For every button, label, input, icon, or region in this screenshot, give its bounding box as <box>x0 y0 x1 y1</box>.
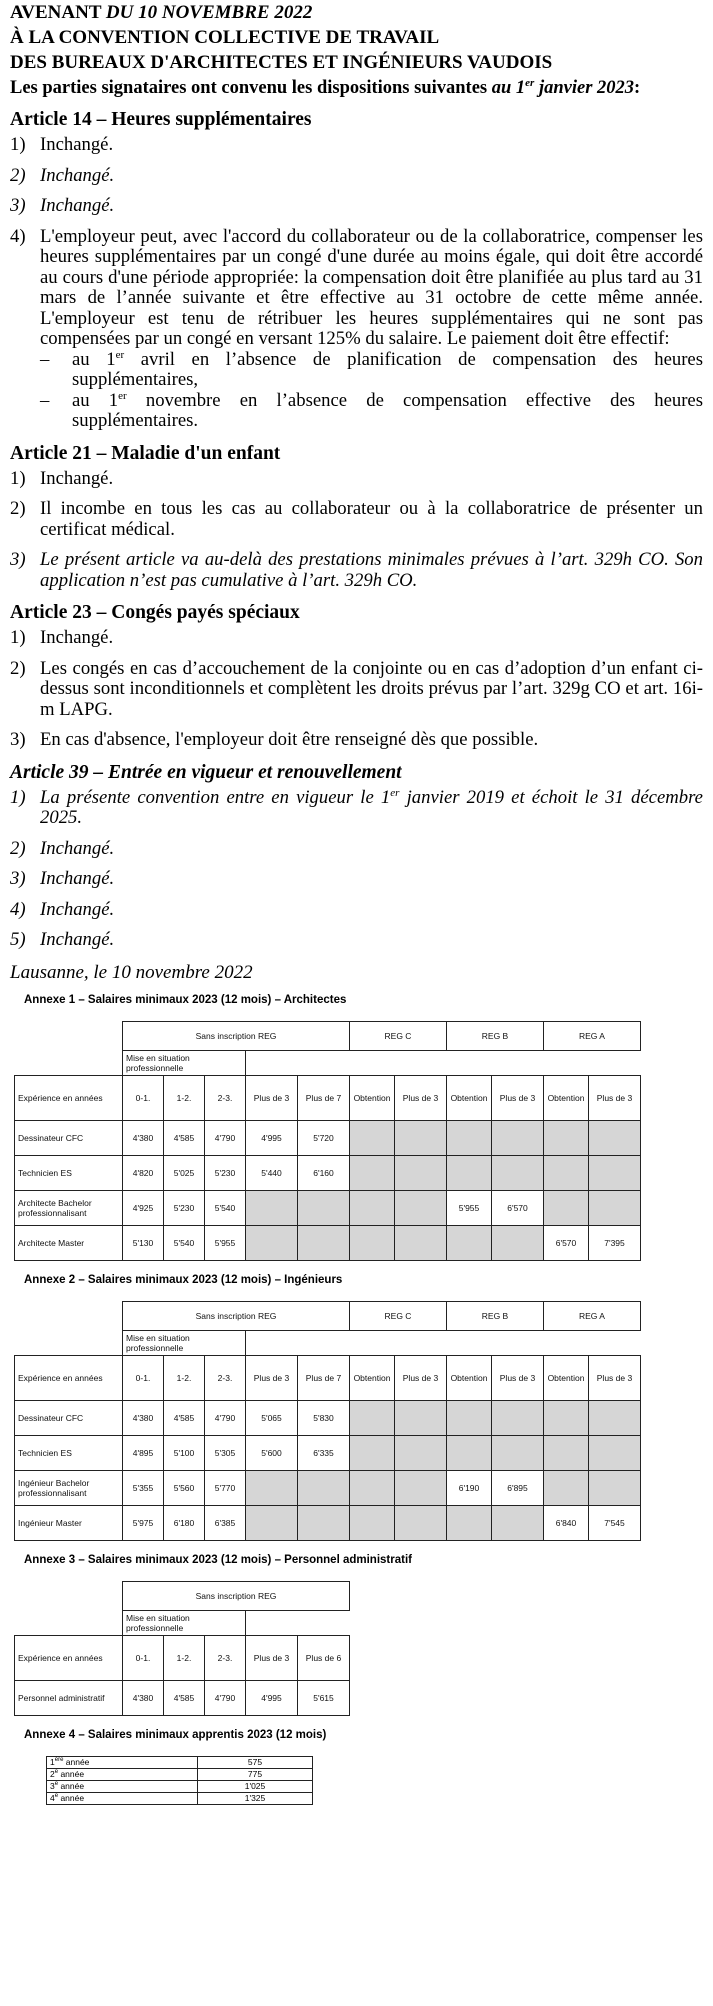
cell: 4'790 <box>205 1120 246 1155</box>
cell <box>298 1505 350 1540</box>
label-sup: e <box>54 1781 59 1788</box>
dash-text-b: avril en l’absence de planification de compensation des heures supplémentaires, <box>72 348 704 390</box>
cell <box>350 1470 395 1505</box>
header-col: Plus de 3 <box>492 1075 544 1120</box>
item-text: L'employeur peut, avec l'accord du collaborateur ou de la collaboratrice, compenser les heures supplémentaires par un congé d'une durée au moins égale, qui doit être accordé au cours d'une période appropriée: la compensation doit être planifiée au plus tard au 31 mars de l’année suivante et être effective au 31 octobre de cette même année. L'employeur est tenu de rétribuer les heures supplémentaires qui ne sont pas compensées par un congé en versant 125% du salaire. Le paiement doit être effectif: <box>40 225 703 349</box>
cell <box>350 1190 395 1225</box>
header-reg-c: REG C <box>350 1021 447 1050</box>
intro-text: Les parties signataires ont convenu les dispositions suivantes <box>10 78 492 98</box>
cell: 5'975 <box>123 1505 164 1540</box>
label-sup: e <box>54 1769 59 1776</box>
cell <box>395 1435 447 1470</box>
label-sup: e <box>54 1793 59 1800</box>
header-reg-a: REG A <box>544 1301 641 1330</box>
row-label <box>47 1756 198 1768</box>
annex-3-title: Annexe 3 – Salaires minimaux 2023 (12 mois) – Personnel administratif <box>24 1553 412 1566</box>
intro-sup: er <box>525 76 535 89</box>
table-header-row <box>15 1021 641 1050</box>
table-header-row <box>15 1635 350 1680</box>
cell: 4'380 <box>123 1400 164 1435</box>
header-col: Obtention <box>350 1075 395 1120</box>
header-col: 1-2. <box>164 1355 205 1400</box>
cell: 6'180 <box>164 1505 205 1540</box>
cell: 1'325 <box>198 1792 313 1804</box>
label-sup: ère <box>54 1757 64 1764</box>
cell <box>589 1120 641 1155</box>
cell <box>298 1225 350 1260</box>
item-number: 1) <box>10 627 26 648</box>
article-39-item-5 <box>10 930 703 951</box>
cell: 5'540 <box>164 1225 205 1260</box>
annex-2-title: Annexe 2 – Salaires minimaux 2023 (12 mois) – Ingénieurs <box>24 1273 343 1286</box>
cell <box>589 1435 641 1470</box>
cell <box>589 1470 641 1505</box>
item-text: Inchangé. <box>40 195 115 216</box>
dash-text <box>72 391 703 432</box>
title-line-2: À LA CONVENTION COLLECTIVE DE TRAVAIL <box>10 27 440 48</box>
item-text-a: La présente convention entre en vigueur le 1 <box>40 786 391 808</box>
article-23-item-1 <box>10 628 703 649</box>
cell <box>350 1400 395 1435</box>
empty-cell <box>15 1301 123 1330</box>
title-line-3: DES BUREAUX D'ARCHITECTES ET INGÉNIEURS VAUDOIS <box>10 52 553 73</box>
cell <box>395 1505 447 1540</box>
header-col: Plus de 7 <box>298 1075 350 1120</box>
cell <box>395 1400 447 1435</box>
header-col: 1-2. <box>164 1635 205 1680</box>
header-mise-en-situation: Mise en situation professionnelle <box>123 1050 246 1075</box>
item-number: 5) <box>10 929 26 950</box>
annex-1-table <box>14 1021 641 1261</box>
article-39-item-1 <box>10 788 703 829</box>
cell <box>447 1225 492 1260</box>
cell <box>544 1470 589 1505</box>
empty-cell <box>15 1050 123 1075</box>
item-text: Inchangé. <box>40 164 115 186</box>
item-text: Inchangé. <box>40 627 114 648</box>
empty-cell <box>15 1021 123 1050</box>
annex-3-table <box>14 1581 350 1716</box>
item-number: 4) <box>10 225 26 247</box>
cell: 6'570 <box>544 1225 589 1260</box>
row-label: Ingénieur Master <box>15 1505 123 1540</box>
item-number: 1) <box>10 134 26 155</box>
article-14-title: Article 14 – Heures supplémentaires <box>10 109 312 130</box>
table-row <box>47 1756 313 1768</box>
header-experience: Expérience en années <box>15 1635 123 1680</box>
table-row <box>47 1780 313 1792</box>
row-label: Dessinateur CFC <box>15 1120 123 1155</box>
cell: 4'995 <box>246 1680 298 1715</box>
cell <box>246 1225 298 1260</box>
item-number: 2) <box>10 837 26 859</box>
cell: 5'770 <box>205 1470 246 1505</box>
annex-1-title: Annexe 1 – Salaires minimaux 2023 (12 mois) – Architectes <box>24 993 347 1006</box>
row-label <box>47 1768 198 1780</box>
row-label: Technicien ES <box>15 1435 123 1470</box>
table-row <box>47 1792 313 1804</box>
header-col: 2-3. <box>205 1635 246 1680</box>
empty-cell <box>246 1330 641 1355</box>
article-39-title: Article 39 – Entrée en vigueur et renouvellement <box>10 761 402 783</box>
article-39-item-3 <box>10 869 703 890</box>
label-num: 1 <box>50 1757 55 1767</box>
cell: 5'615 <box>298 1680 350 1715</box>
header-reg-c: REG C <box>350 1301 447 1330</box>
item-text: Inchangé. <box>40 837 115 859</box>
cell: 4'895 <box>123 1435 164 1470</box>
header-col: 0-1. <box>123 1355 164 1400</box>
empty-cell <box>246 1610 350 1635</box>
cell <box>350 1225 395 1260</box>
cell <box>350 1120 395 1155</box>
cell: 5'305 <box>205 1435 246 1470</box>
header-col: 2-3. <box>205 1355 246 1400</box>
dash-text-b: novembre en l’absence de compensation effective des heures supplémentaires. <box>72 389 703 431</box>
item-number: 1) <box>10 786 26 808</box>
cell: 7'395 <box>589 1225 641 1260</box>
table-row <box>15 1120 641 1155</box>
article-23-item-2 <box>10 659 703 721</box>
empty-cell <box>15 1330 123 1355</box>
empty-cell <box>15 1581 123 1610</box>
cell <box>589 1400 641 1435</box>
label-text: année <box>63 1757 90 1767</box>
header-mise-en-situation: Mise en situation professionnelle <box>123 1610 246 1635</box>
item-number: 3) <box>10 729 26 750</box>
title-line-1 <box>10 0 703 25</box>
article-21-title: Article 21 – Maladie d'un enfant <box>10 442 281 464</box>
article-14-item-1 <box>10 135 703 156</box>
cell: 5'600 <box>246 1435 298 1470</box>
item-text: Le présent article va au-delà des prestations minimales prévues à l’art. 329h CO. Son application n’est pas cumulative à l’art. 329h CO. <box>40 549 703 591</box>
cell <box>395 1225 447 1260</box>
header-col: Plus de 3 <box>246 1355 298 1400</box>
header-col: 1-2. <box>164 1075 205 1120</box>
header-col: Plus de 3 <box>395 1355 447 1400</box>
cell <box>447 1155 492 1190</box>
cell <box>544 1155 589 1190</box>
item-text-b: janvier 2019 et échoit le 31 décembre 2025. <box>40 786 703 828</box>
table-header-row <box>15 1610 350 1635</box>
cell: 6'385 <box>205 1505 246 1540</box>
header-reg-a: REG A <box>544 1021 641 1050</box>
header-experience: Expérience en années <box>15 1075 123 1120</box>
cell <box>589 1155 641 1190</box>
header-reg-b: REG B <box>447 1021 544 1050</box>
cell: 7'545 <box>589 1505 641 1540</box>
cell: 4'380 <box>123 1680 164 1715</box>
item-number: 2) <box>10 498 26 519</box>
header-col: Plus de 3 <box>589 1075 641 1120</box>
header-col: Plus de 7 <box>298 1355 350 1400</box>
cell <box>492 1120 544 1155</box>
cell: 4'585 <box>164 1400 205 1435</box>
cell: 575 <box>198 1756 313 1768</box>
cell: 1'025 <box>198 1780 313 1792</box>
cell <box>395 1120 447 1155</box>
cell: 5'130 <box>123 1225 164 1260</box>
signature-line: Lausanne, le 10 novembre 2022 <box>10 961 253 983</box>
row-label: Architecte Master <box>15 1225 123 1260</box>
item-number: 4) <box>10 898 26 920</box>
cell: 4'995 <box>246 1120 298 1155</box>
article-23-item-3 <box>10 730 703 751</box>
table-row <box>15 1470 641 1505</box>
item-sup: er <box>390 786 400 799</box>
intro-date-end: janvier 2023 <box>534 78 635 98</box>
header-col: Obtention <box>544 1355 589 1400</box>
item-text: En cas d'absence, l'employeur doit être renseigné dès que possible. <box>40 729 539 750</box>
header-col: Plus de 3 <box>246 1635 298 1680</box>
cell: 6'570 <box>492 1190 544 1225</box>
cell <box>395 1470 447 1505</box>
header-sans-reg: Sans inscription REG <box>123 1581 350 1610</box>
item-number: 2) <box>10 657 26 679</box>
table-header-row <box>15 1075 641 1120</box>
cell: 6'160 <box>298 1155 350 1190</box>
dash-sup: er <box>115 348 125 361</box>
item-text: Inchangé. <box>40 868 115 889</box>
table-header-row <box>15 1330 641 1355</box>
item-text: Les congés en cas d’accouchement de la conjointe ou en cas d’adoption d’un enfant ci-dessus sont inconditionnels et complètent les droits prévus par l’art. 329g CO et art. 16i-m LAPG. <box>40 657 703 720</box>
cell: 4'585 <box>164 1120 205 1155</box>
annex-4-title: Annexe 4 – Salaires minimaux apprentis 2023 (12 mois) <box>24 1728 327 1741</box>
table-header-row <box>15 1301 641 1330</box>
cell <box>246 1470 298 1505</box>
header-col: Obtention <box>447 1355 492 1400</box>
intro-paragraph <box>10 77 703 100</box>
label-num: 2 <box>50 1769 55 1779</box>
table-row <box>15 1190 641 1225</box>
cell: 5'955 <box>447 1190 492 1225</box>
cell <box>492 1435 544 1470</box>
article-14-item-4 <box>10 227 703 432</box>
cell: 5'100 <box>164 1435 205 1470</box>
annex-4-table <box>46 1756 313 1805</box>
label-num: 4 <box>50 1793 55 1803</box>
dash-item-2 <box>40 391 703 432</box>
cell <box>447 1505 492 1540</box>
row-label: Personnel administratif <box>15 1680 123 1715</box>
article-14-item-2 <box>10 166 703 187</box>
title-date: DU 10 NOVEMBRE 2022 <box>105 2 313 23</box>
row-label <box>47 1792 198 1804</box>
row-label <box>47 1780 198 1792</box>
article-21-item-3 <box>10 550 703 591</box>
item-text: Inchangé. <box>40 134 114 155</box>
annex-2-table <box>14 1301 641 1541</box>
article-23-title: Article 23 – Congés payés spéciaux <box>10 602 300 623</box>
header-col: Plus de 3 <box>492 1355 544 1400</box>
cell <box>447 1120 492 1155</box>
header-sans-reg: Sans inscription REG <box>123 1301 350 1330</box>
cell <box>395 1190 447 1225</box>
header-reg-b: REG B <box>447 1301 544 1330</box>
item-text: Inchangé. <box>40 929 115 950</box>
cell: 4'925 <box>123 1190 164 1225</box>
dash-sup: er <box>118 389 127 402</box>
cell <box>492 1155 544 1190</box>
header-col: 0-1. <box>123 1075 164 1120</box>
item-text <box>40 788 703 829</box>
cell <box>395 1155 447 1190</box>
table-header-row <box>15 1581 350 1610</box>
cell: 5'440 <box>246 1155 298 1190</box>
header-mise-en-situation: Mise en situation professionnelle <box>123 1330 246 1355</box>
row-label: Architecte Bachelor professionnalisant <box>15 1190 123 1225</box>
dash-text-a: au 1 <box>72 389 119 411</box>
header-col: 2-3. <box>205 1075 246 1120</box>
table-row <box>15 1680 350 1715</box>
title-part: AVENANT <box>10 2 106 23</box>
cell: 5'025 <box>164 1155 205 1190</box>
dash-item-1 <box>40 350 703 391</box>
label-num: 3 <box>50 1781 55 1791</box>
cell <box>447 1435 492 1470</box>
cell <box>350 1155 395 1190</box>
cell <box>544 1120 589 1155</box>
header-col: Obtention <box>350 1355 395 1400</box>
label-text: année <box>58 1781 85 1791</box>
cell: 6'840 <box>544 1505 589 1540</box>
header-sans-reg: Sans inscription REG <box>123 1021 350 1050</box>
item-body <box>40 227 703 432</box>
item-text: Inchangé. <box>40 467 114 489</box>
table-row <box>47 1768 313 1780</box>
document-page <box>10 0 703 1805</box>
header-col: Obtention <box>447 1075 492 1120</box>
header-col: Plus de 3 <box>246 1075 298 1120</box>
table-row <box>15 1225 641 1260</box>
table-header-row <box>15 1355 641 1400</box>
dash-text-a: au 1 <box>72 348 116 370</box>
cell <box>492 1225 544 1260</box>
cell <box>492 1505 544 1540</box>
cell <box>492 1400 544 1435</box>
cell: 5'355 <box>123 1470 164 1505</box>
cell <box>246 1190 298 1225</box>
cell: 4'380 <box>123 1120 164 1155</box>
cell <box>589 1190 641 1225</box>
header-col: Obtention <box>544 1075 589 1120</box>
cell: 775 <box>198 1768 313 1780</box>
empty-cell <box>15 1610 123 1635</box>
header-col: Plus de 6 <box>298 1635 350 1680</box>
cell: 4'790 <box>205 1400 246 1435</box>
table-row <box>15 1155 641 1190</box>
cell: 4'790 <box>205 1680 246 1715</box>
cell: 5'955 <box>205 1225 246 1260</box>
cell <box>544 1190 589 1225</box>
intro-date: au 1 <box>491 78 526 98</box>
row-label: Ingénieur Bachelor professionnalisant <box>15 1470 123 1505</box>
item-number: 3) <box>10 195 26 216</box>
cell: 5'230 <box>205 1155 246 1190</box>
article-21-item-1 <box>10 469 703 490</box>
row-label: Technicien ES <box>15 1155 123 1190</box>
cell <box>298 1470 350 1505</box>
cell: 5'230 <box>164 1190 205 1225</box>
cell: 6'335 <box>298 1435 350 1470</box>
article-39-item-4 <box>10 900 703 921</box>
table-row <box>15 1435 641 1470</box>
table-row <box>15 1505 641 1540</box>
table-header-row <box>15 1050 641 1075</box>
empty-cell <box>246 1050 641 1075</box>
header-col: 0-1. <box>123 1635 164 1680</box>
item-number: 3) <box>10 868 26 889</box>
item-number: 2) <box>10 164 26 186</box>
table-row <box>15 1400 641 1435</box>
cell <box>246 1505 298 1540</box>
label-text: année <box>58 1769 85 1779</box>
cell: 5'560 <box>164 1470 205 1505</box>
cell: 5'830 <box>298 1400 350 1435</box>
cell: 4'820 <box>123 1155 164 1190</box>
cell: 5'720 <box>298 1120 350 1155</box>
header-experience: Expérience en années <box>15 1355 123 1400</box>
article-21-item-2 <box>10 499 703 540</box>
item-number: 3) <box>10 549 26 570</box>
intro-colon: : <box>634 78 641 98</box>
item-number: 1) <box>10 467 26 489</box>
dash-bullet: – <box>40 348 50 370</box>
cell: 6'190 <box>447 1470 492 1505</box>
dash-bullet: – <box>40 389 50 411</box>
label-text: année <box>58 1793 85 1803</box>
row-label: Dessinateur CFC <box>15 1400 123 1435</box>
article-39-item-2 <box>10 839 703 860</box>
cell <box>350 1505 395 1540</box>
cell <box>298 1190 350 1225</box>
item-text: Inchangé. <box>40 898 115 920</box>
header-col: Plus de 3 <box>589 1355 641 1400</box>
cell <box>447 1400 492 1435</box>
header-col: Plus de 3 <box>395 1075 447 1120</box>
cell <box>350 1435 395 1470</box>
cell <box>544 1435 589 1470</box>
cell: 4'585 <box>164 1680 205 1715</box>
cell <box>544 1400 589 1435</box>
cell: 5'540 <box>205 1190 246 1225</box>
item-text: Il incombe en tous les cas au collaborateur ou à la collaboratrice de présenter un certificat médical. <box>40 498 703 540</box>
cell: 6'895 <box>492 1470 544 1505</box>
article-14-item-3 <box>10 196 703 217</box>
dash-text <box>72 350 703 391</box>
cell: 5'065 <box>246 1400 298 1435</box>
